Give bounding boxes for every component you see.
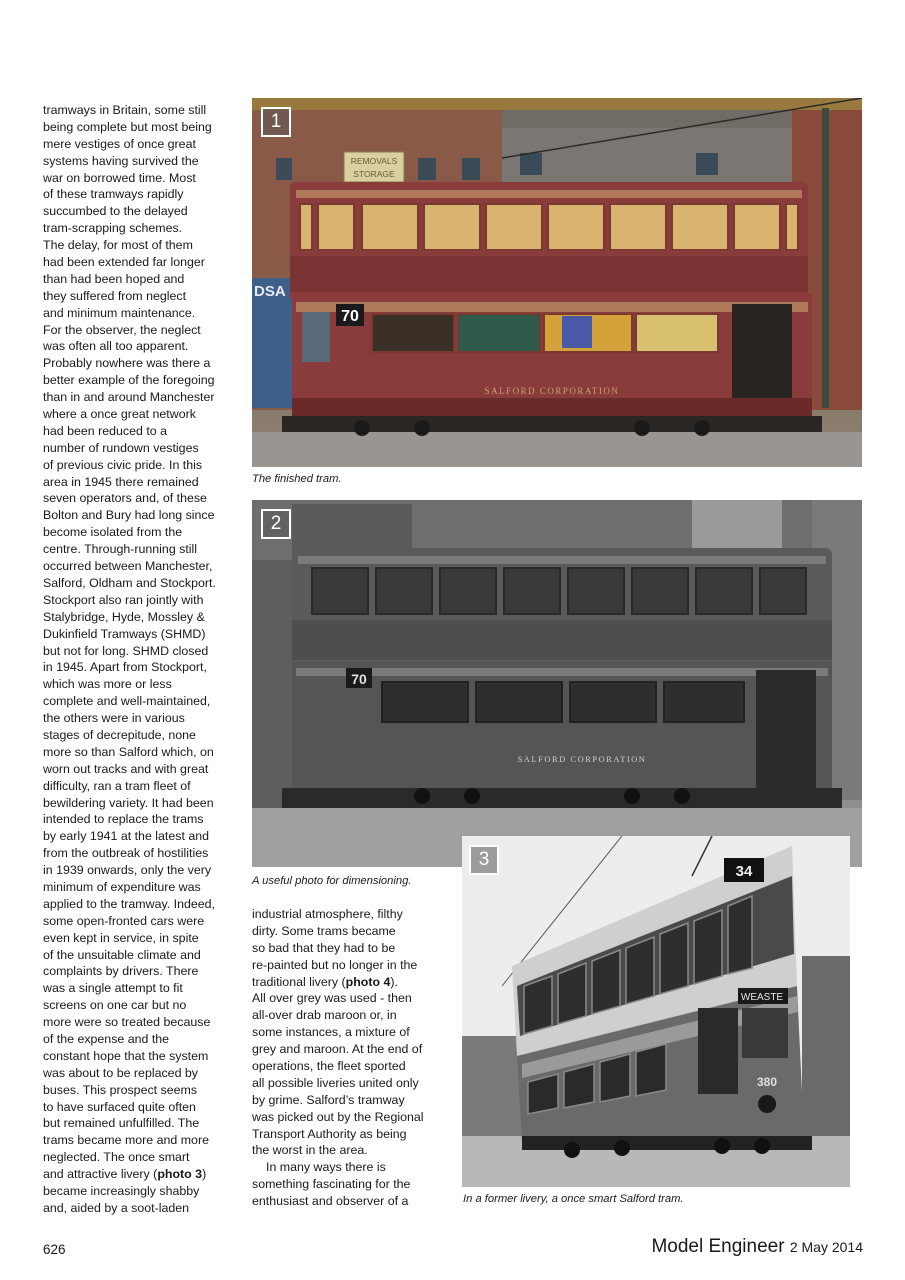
text-line: Stockport also ran jointly with: [43, 592, 204, 607]
text-line: operations, the fleet sported: [252, 1059, 406, 1074]
text-segment: and attractive livery (: [43, 1167, 158, 1182]
text-line: Transport Authority as being: [252, 1126, 407, 1141]
article-column-2: [252, 906, 452, 1210]
text-line: occurred between Manchester,: [43, 559, 213, 574]
photo-number-badge: 2: [261, 509, 291, 539]
text-line: more were so treated because: [43, 1015, 211, 1030]
text-line: Salford, Oldham and Stockport.: [43, 575, 216, 590]
text-line: more so than Salford which, on: [43, 744, 214, 759]
text-line: centre. Through-running still: [43, 542, 198, 557]
text-line: by early 1941 at the latest and: [43, 829, 210, 844]
text-line: Dukinfield Tramways (SHMD): [43, 626, 206, 641]
text-line: The delay, for most of them: [43, 238, 193, 253]
photo-number-badge: 1: [261, 107, 291, 137]
text-line: dirty. Some trams became: [252, 923, 396, 938]
text-line: all-over drab maroon or, in: [252, 1008, 397, 1023]
page-number: 626: [43, 1242, 66, 1257]
text-line: number of rundown vestiges: [43, 440, 199, 455]
text-line: In many ways there is: [266, 1160, 386, 1175]
fleet-legend-text: SALFORD CORPORATION: [517, 754, 647, 764]
text-line: some open-fronted cars were: [43, 913, 205, 928]
text-line: was picked out by the Regional: [252, 1109, 424, 1124]
text-line: the others were in various: [43, 711, 185, 726]
photo-2-dimensioning-tram: [252, 500, 862, 867]
text-line: applied to the tramway. Indeed,: [43, 896, 215, 911]
text-line: from the outbreak of hostilities: [43, 846, 209, 861]
text-line: became increasingly shabby: [43, 1184, 200, 1198]
side-sign-text: DSA: [254, 283, 286, 300]
text-line: stages of decrepitude, none: [43, 727, 196, 742]
text-line: by grime. Salford’s tramway: [252, 1092, 405, 1107]
text-line: had been reduced to a: [43, 423, 168, 438]
text-line: [43, 1166, 238, 1183]
text-line: they suffered from neglect: [43, 288, 187, 303]
text-line: seven operators and, of these: [43, 491, 207, 506]
text-segment: traditional livery (: [252, 974, 346, 989]
tram-model-image: [252, 98, 862, 467]
text-line: all possible liveries united only: [252, 1075, 419, 1090]
text-line: of the unsuitable climate and: [43, 947, 201, 962]
text-line: re-painted but no longer in the: [252, 957, 418, 972]
text-line: of the expense and the: [43, 1031, 170, 1046]
article-column-1: [43, 102, 238, 1217]
text-line: the worst in the area.: [252, 1143, 368, 1158]
text-line: war on borrowed time. Most: [43, 170, 196, 185]
text-line: All over grey was used - then: [252, 991, 412, 1006]
text-line: enthusiast and observer of a: [252, 1194, 409, 1209]
text-line: [252, 974, 452, 991]
text-line: area in 1945 there remained: [43, 474, 199, 489]
text-line: of these tramways rapidly: [43, 187, 184, 202]
text-line: was about to be replaced by: [43, 1065, 198, 1080]
photo-number-badge: 3: [469, 845, 499, 875]
fleet-number-text: 380: [756, 1075, 778, 1089]
text-line: had been extended far longer: [43, 255, 205, 270]
fleet-number-text: 70: [341, 308, 359, 325]
text-line: being complete but most being: [43, 119, 212, 134]
fleet-number-text: 70: [351, 671, 367, 687]
text-line: constant hope that the system: [43, 1048, 209, 1063]
text-line: of previous civic pride. In this: [43, 457, 203, 472]
text-line: complete and well-maintained,: [43, 694, 211, 709]
text-line: but not for long. SHMD closed: [43, 643, 209, 658]
photo-3-caption: In a former livery, a once smart Salford tram.: [463, 1193, 684, 1205]
issue-date: 2 May 2014: [789, 1239, 863, 1255]
text-segment: ): [202, 1167, 207, 1182]
text-line: Probably nowhere was there a: [43, 356, 211, 371]
text-line: which was more or less: [43, 677, 172, 692]
text-line: something fascinating for the: [252, 1177, 411, 1192]
text-line: than had been hoped and: [43, 271, 185, 286]
text-line: and minimum maintenance.: [43, 305, 196, 320]
magazine-title: Model Engineer: [651, 1236, 785, 1257]
text-line: Stalybridge, Hyde, Mossley &: [43, 609, 205, 624]
text-line: bewildering variety. It had been: [43, 795, 214, 810]
text-line: was a single attempt to fit: [43, 981, 183, 996]
text-line: become isolated from the: [43, 525, 183, 540]
text-line: but remained unfulfilled. The: [43, 1116, 200, 1131]
photo-reference: photo 3: [157, 1167, 203, 1182]
text-line: minimum of expenditure was: [43, 879, 201, 894]
photo-3-former-livery-tram: [462, 836, 850, 1187]
text-line: neglected. The once smart: [43, 1150, 190, 1165]
text-line: systems having survived the: [43, 153, 199, 168]
text-line: better example of the foregoing: [43, 373, 215, 388]
tram-former-livery-image: [462, 836, 850, 1187]
text-line: screens on one car but no: [43, 998, 187, 1013]
text-line: trams became more and more: [43, 1133, 209, 1148]
text-line: than in and around Manchester: [43, 390, 215, 405]
text-line: intended to replace the trams: [43, 812, 204, 827]
destination-text: WEASTE: [740, 992, 784, 1003]
magazine-footer: [651, 1236, 863, 1258]
photo-2-caption: A useful photo for dimensioning.: [252, 875, 412, 887]
text-line: even kept in service, in spite: [43, 930, 199, 945]
text-line: For the observer, the neglect: [43, 322, 201, 337]
text-line: difficulty, ran a tram fleet of: [43, 778, 191, 793]
text-line: some instances, a mixture of: [252, 1025, 410, 1040]
text-segment: ).: [390, 974, 398, 989]
text-line: in 1939 onwards, only the very: [43, 863, 212, 878]
text-line: worn out tracks and with great: [43, 761, 209, 776]
text-line: tram-scrapping schemes.: [43, 221, 183, 236]
tram-bw-image: [252, 500, 862, 867]
photo-1-finished-tram: [252, 98, 862, 467]
text-line: in 1945. Apart from Stockport,: [43, 660, 207, 675]
text-line: buses. This prospect seems: [43, 1082, 198, 1097]
photo-reference: photo 4: [345, 974, 391, 989]
text-line: and, aided by a soot-laden: [43, 1200, 190, 1215]
route-number-text: 34: [735, 863, 753, 880]
text-line: succumbed to the delayed: [43, 204, 188, 219]
photo-1-caption: The finished tram.: [252, 473, 342, 485]
text-line: tramways in Britain, some still: [43, 103, 207, 117]
text-line: where a once great network: [43, 407, 196, 422]
text-line: to have surfaced quite often: [43, 1099, 196, 1114]
text-line: Bolton and Bury had long since: [43, 508, 215, 523]
fleet-legend-text: SALFORD CORPORATION: [484, 386, 620, 396]
shop-sign-text: STORAGE: [353, 169, 395, 179]
text-line: was often all too apparent.: [43, 339, 189, 354]
shop-sign-text: REMOVALS: [350, 156, 398, 166]
text-line: mere vestiges of once great: [43, 136, 196, 151]
text-line: so bad that they had to be: [252, 940, 396, 955]
text-line: industrial atmosphere, filthy: [252, 907, 403, 921]
text-line: complaints by drivers. There: [43, 964, 199, 979]
text-line: grey and maroon. At the end of: [252, 1042, 423, 1057]
